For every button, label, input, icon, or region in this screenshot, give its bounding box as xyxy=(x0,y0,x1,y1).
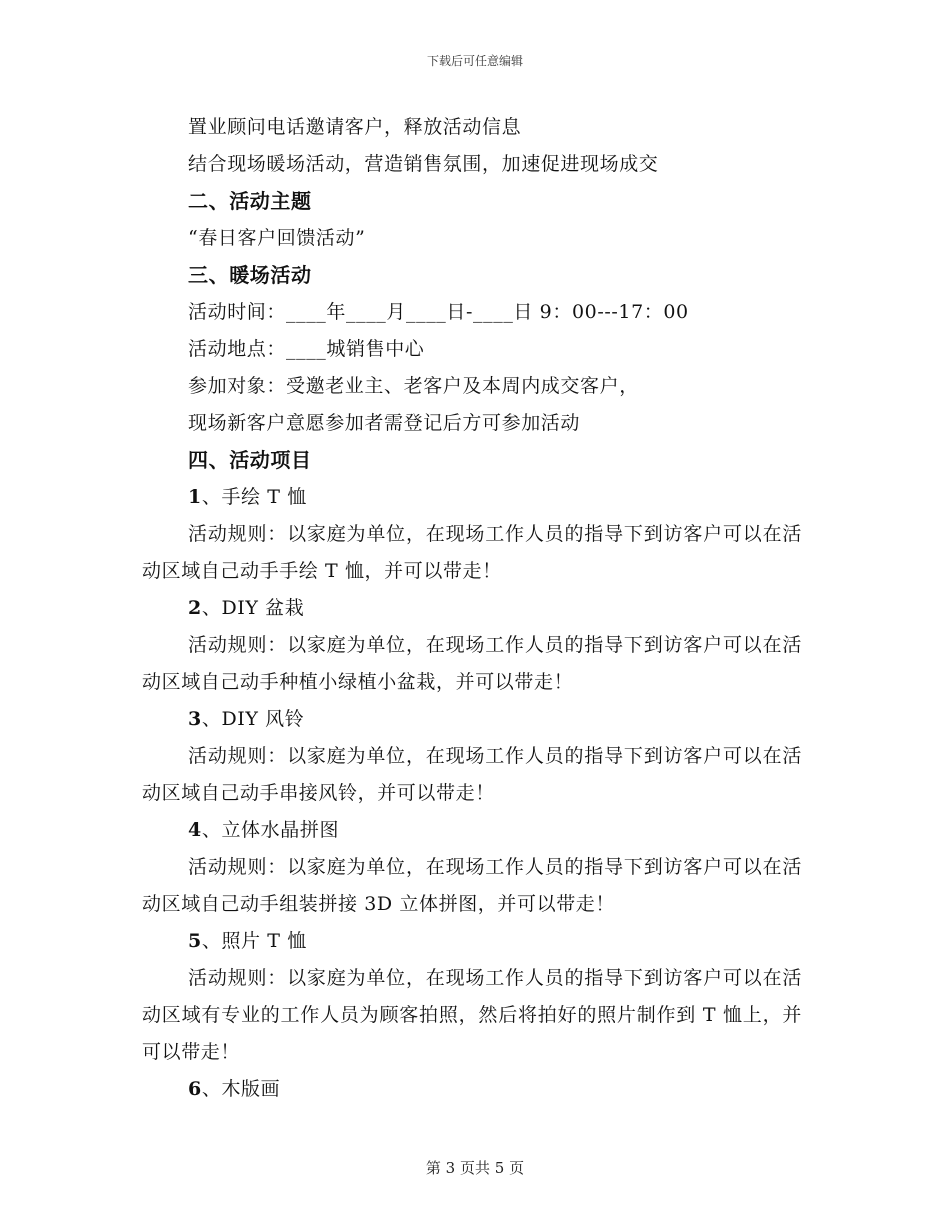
paragraph-line: 置业顾问电话邀请客户，释放活动信息 xyxy=(188,116,522,138)
item-title xyxy=(142,923,802,960)
activity-time: 活动时间：____年____月____日-____日 9：00---17：00 xyxy=(188,301,689,323)
paragraph-line: 结合现场暖场活动，营造销售氛围，加速促进现场成交 xyxy=(188,153,659,175)
item-rule: 活动规则：以家庭为单位，在现场工作人员的指导下到访客户可以在活动区域自己动手手绘 T 恤，并可以带走！ xyxy=(142,523,802,582)
item-rule: 活动规则：以家庭为单位，在现场工作人员的指导下到访客户可以在活动区域有专业的工作人员为顾客拍照，然后将拍好的照片制作到 T 恤上，并可以带走！ xyxy=(142,967,802,1063)
section-heading: 三、暖场活动 xyxy=(188,263,312,287)
document-body xyxy=(142,109,802,1108)
item-separator: 、 xyxy=(201,930,222,952)
item-title xyxy=(142,701,802,738)
item-name: DIY 风铃 xyxy=(221,708,305,730)
item-separator: 、 xyxy=(201,486,222,508)
item-separator: 、 xyxy=(201,1078,222,1100)
theme-text: “春日客户回馈活动” xyxy=(188,227,366,249)
page-header: 下载后可任意编辑 xyxy=(426,54,523,68)
item-name: 立体水晶拼图 xyxy=(221,819,340,841)
item-number: 3 xyxy=(188,708,202,730)
activity-target-note: 现场新客户意愿参加者需登记后方可参加活动 xyxy=(188,412,581,434)
item-title xyxy=(142,590,802,627)
item-rule: 活动规则：以家庭为单位，在现场工作人员的指导下到访客户可以在活动区域自己动手串接风铃，并可以带走！ xyxy=(142,745,802,804)
page-footer: 第 3 页共 5 页 xyxy=(425,1159,525,1177)
item-separator: 、 xyxy=(201,708,222,730)
item-separator: 、 xyxy=(201,597,222,619)
item-number: 2 xyxy=(188,597,202,619)
item-number: 6 xyxy=(188,1078,202,1100)
item-number: 4 xyxy=(188,819,202,841)
item-number: 5 xyxy=(188,930,202,952)
item-name: 照片 T 恤 xyxy=(221,930,307,952)
item-rule: 活动规则：以家庭为单位，在现场工作人员的指导下到访客户可以在活动区域自己动手种植小绿植小盆栽，并可以带走！ xyxy=(142,634,802,693)
item-number: 1 xyxy=(188,486,202,508)
item-separator: 、 xyxy=(201,819,222,841)
activity-place: 活动地点：____城销售中心 xyxy=(188,338,425,360)
item-rule: 活动规则：以家庭为单位，在现场工作人员的指导下到访客户可以在活动区域自己动手组装拼接 3D 立体拼图，并可以带走！ xyxy=(142,856,802,915)
item-name: 木版画 xyxy=(221,1078,281,1100)
item-name: DIY 盆栽 xyxy=(221,597,305,619)
item-title xyxy=(142,1071,802,1108)
item-title xyxy=(142,479,802,516)
activity-target: 参加对象：受邀老业主、老客户及本周内成交客户， xyxy=(188,375,639,397)
item-name: 手绘 T 恤 xyxy=(221,486,307,508)
section-heading: 二、活动主题 xyxy=(188,189,312,213)
item-title xyxy=(142,812,802,849)
section-heading: 四、活动项目 xyxy=(188,448,312,472)
